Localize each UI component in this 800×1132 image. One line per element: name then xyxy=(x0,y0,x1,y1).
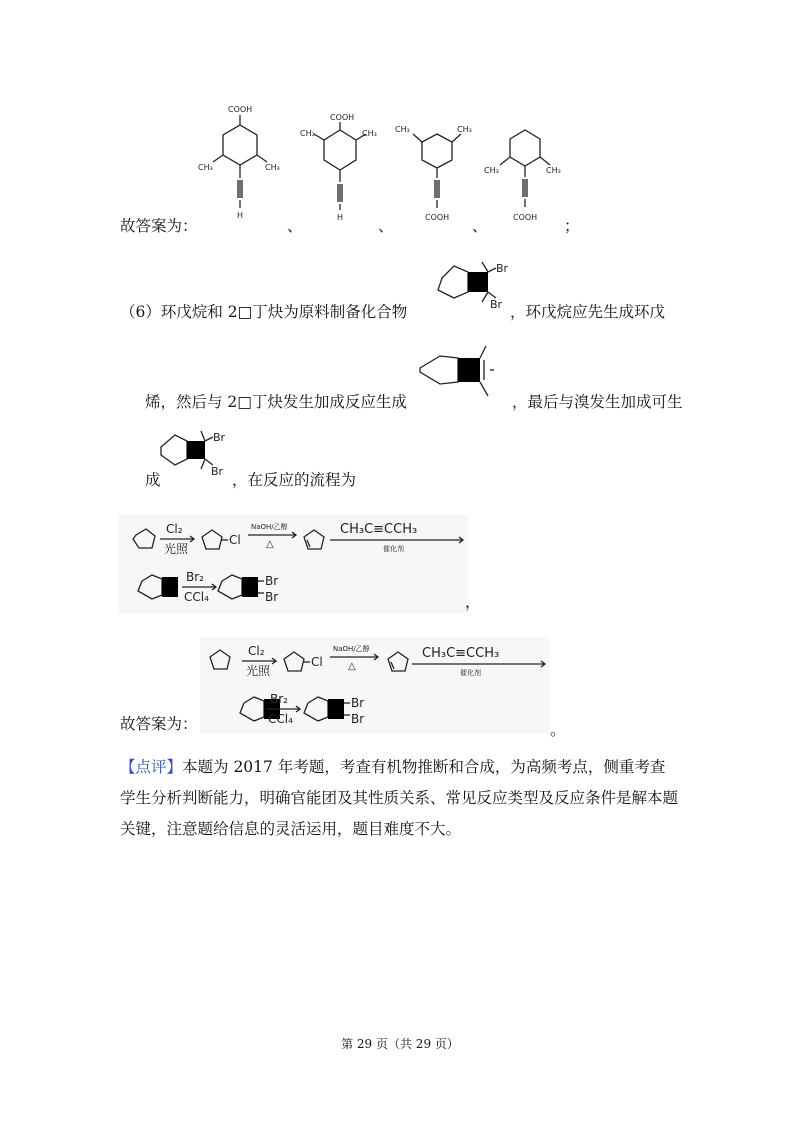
ch3-label: CH₃ xyxy=(395,125,410,134)
answer-label: 故答案为： xyxy=(120,715,198,733)
separator: 、 xyxy=(472,217,488,235)
product-dibromide-structure xyxy=(155,425,235,485)
target-dibromide-structure xyxy=(432,258,512,318)
cyclobutene-structure xyxy=(412,342,507,407)
ch3-label: CH₃ xyxy=(300,129,315,138)
cooh-label: COOH xyxy=(425,213,450,222)
ch3-label: CH₃ xyxy=(362,129,377,138)
comment-tag: 【点评】 xyxy=(120,758,183,776)
answer-end: ； xyxy=(564,217,580,235)
ch3-label: CH₃ xyxy=(457,125,472,134)
butyne-label: CH₃C≡CCH₃ xyxy=(340,522,418,537)
light-label: 光照 xyxy=(164,542,189,556)
br-label: Br xyxy=(351,712,365,726)
cooh-label: COOH xyxy=(228,105,253,114)
h-label: H xyxy=(237,211,244,220)
ch3-label: CH₃ xyxy=(265,163,280,172)
part6-line3-a: 成 xyxy=(145,471,161,489)
answer-label: 故答案为： xyxy=(120,217,198,235)
br-label: Br xyxy=(490,298,503,311)
br-label: Br xyxy=(496,262,509,275)
page-footer: 第 29 页（共 29 页） xyxy=(341,1037,459,1051)
catalyst-label: 催化剂 xyxy=(460,669,481,677)
br-label: Br xyxy=(213,431,226,444)
h-label: H xyxy=(337,213,344,222)
light-label: 光照 xyxy=(246,664,271,678)
structure-4 xyxy=(480,125,575,230)
cl2-label: Cl₂ xyxy=(248,644,265,658)
br2-label: Br₂ xyxy=(186,570,204,584)
cooh-label: COOH xyxy=(513,213,538,222)
naoh-label: NaOH/乙醇 xyxy=(333,645,370,653)
comment-text: 本题为 2017 年考题，考查有机物推断和合成，为高频考点，侧重考查学生分析判断能力，明确官能团及其性质关系、常见反应类型及反应条件是解本题关键，注意题给信息的灵活运用，题目难度不大。 xyxy=(120,758,679,838)
structure-1 xyxy=(195,100,285,230)
reaction-scheme-2 xyxy=(200,637,550,733)
ch3-label: CH₃ xyxy=(484,166,499,175)
butyne-label: CH₃C≡CCH₃ xyxy=(422,646,500,661)
catalyst-label: 催化剂 xyxy=(383,545,404,553)
comma: ， xyxy=(465,593,481,611)
part6-line3-b: ，在反应的流程为 xyxy=(232,471,357,489)
cl-label: Cl xyxy=(229,533,241,547)
part6-line1-a: （6）环戊烷和 2□丁炔为原料制备化合物 xyxy=(120,303,408,321)
ch3-label: CH₃ xyxy=(198,163,213,172)
part6-line1-b: ，环戊烷应先生成环戊 xyxy=(510,303,666,321)
separator: 、 xyxy=(378,217,394,235)
cl-label: Cl xyxy=(311,655,323,669)
structure-2 xyxy=(300,110,385,230)
cooh-label: COOH xyxy=(330,113,355,122)
part6-line2-a: 烯，然后与 2□丁炔发生加成反应生成 xyxy=(145,393,407,411)
cl2-label: Cl₂ xyxy=(166,522,183,536)
naoh-label: NaOH/乙醇 xyxy=(251,523,288,531)
ccl4-label: CCl₄ xyxy=(268,712,293,726)
answer-end: 。 xyxy=(550,721,566,739)
br-label: Br xyxy=(265,574,279,588)
comment-block xyxy=(120,752,680,845)
heat-label: △ xyxy=(348,661,356,672)
ccl4-label: CCl₄ xyxy=(184,590,209,604)
part6-line2-b: ，最后与溴发生加成可生 xyxy=(512,393,683,411)
reaction-scheme-1 xyxy=(118,515,468,613)
separator: 、 xyxy=(287,217,303,235)
br-label: Br xyxy=(351,696,365,710)
br2-label: Br₂ xyxy=(270,692,288,706)
heat-label: △ xyxy=(266,539,274,550)
br-label: Br xyxy=(265,590,279,604)
br-label: Br xyxy=(211,465,224,478)
ch3-label: CH₃ xyxy=(546,166,561,175)
